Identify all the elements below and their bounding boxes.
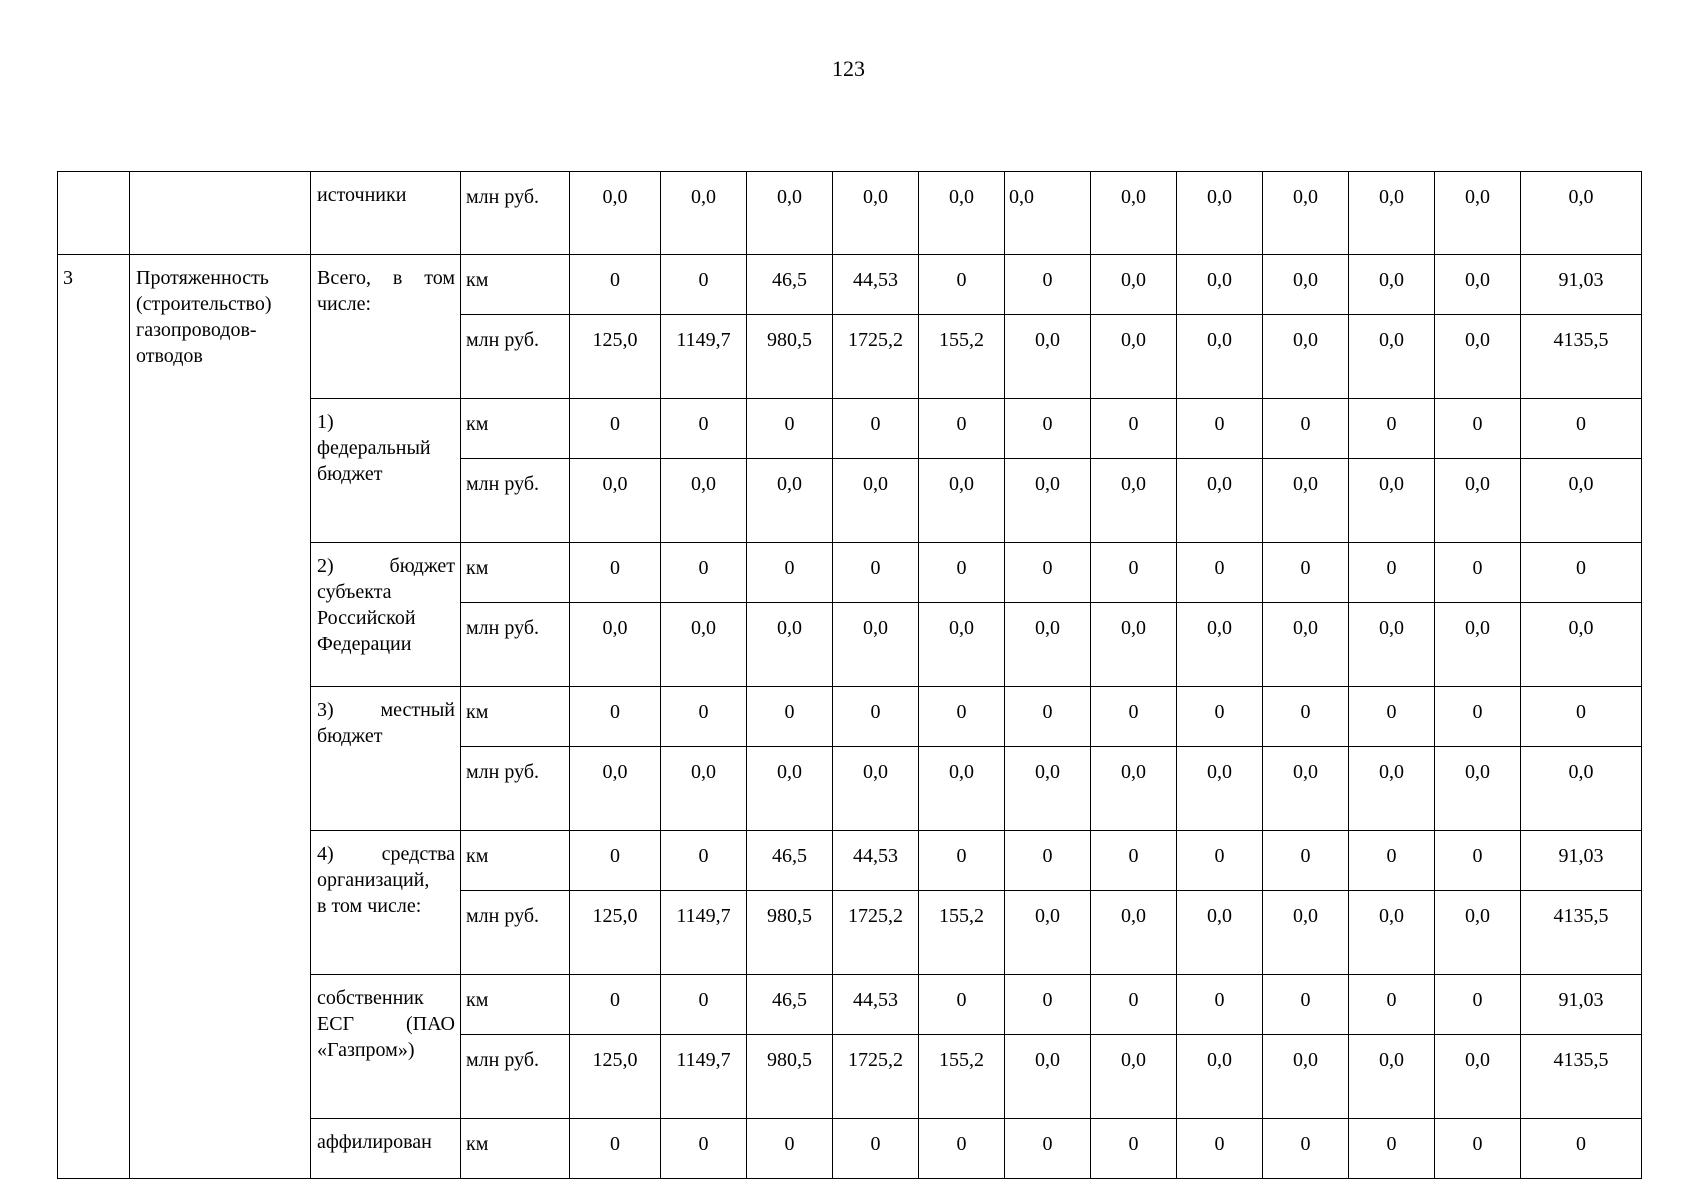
unit-cell: км	[461, 831, 570, 891]
source-label-line	[317, 409, 455, 435]
value-cell: 0	[1349, 1119, 1435, 1179]
value-cell: 0,0	[1349, 315, 1435, 399]
value-cell: 4135,5	[1521, 891, 1642, 975]
unit-cell: км	[461, 399, 570, 459]
value-cell: 1725,2	[833, 891, 919, 975]
value-cell: 0,0	[1435, 1035, 1521, 1119]
value-cell: 0	[1349, 399, 1435, 459]
source-label-word: источники	[317, 184, 407, 206]
value-cell: 0,0	[1091, 1035, 1177, 1119]
value-cell: 0,0	[1091, 172, 1177, 255]
value-cell: 0,0	[661, 459, 747, 543]
value-cell: 0	[1349, 543, 1435, 603]
value-cell: 0	[1435, 543, 1521, 603]
source-label-line	[317, 1129, 455, 1155]
value-cell: 0,0	[1263, 1035, 1349, 1119]
value-cell: 0	[1091, 687, 1177, 747]
value-cell: 0	[1263, 543, 1349, 603]
value-cell: 0	[1521, 687, 1642, 747]
source-label	[311, 172, 461, 255]
value-cell: 0	[919, 1119, 1005, 1179]
unit-cell: км	[461, 975, 570, 1035]
value-cell: 0	[1177, 687, 1263, 747]
source-label-line	[317, 461, 455, 487]
value-cell: 0,0	[1177, 747, 1263, 831]
value-cell: 0,0	[1177, 1035, 1263, 1119]
source-label-line	[317, 723, 455, 749]
source-label-line	[317, 631, 455, 657]
value-cell: 125,0	[570, 315, 661, 399]
value-cell: 0	[661, 687, 747, 747]
value-cell: 0,0	[919, 747, 1005, 831]
index-cell-empty	[58, 172, 130, 255]
source-label	[311, 255, 461, 399]
value-cell: 1149,7	[661, 315, 747, 399]
value-cell: 0,0	[1263, 172, 1349, 255]
value-cell: 0	[570, 975, 661, 1035]
source-label	[311, 1119, 461, 1179]
value-cell: 0	[833, 399, 919, 459]
source-label	[311, 399, 461, 543]
value-cell: 0,0	[1435, 891, 1521, 975]
source-label-word: аффилирован	[317, 1131, 432, 1153]
unit-cell: млн руб.	[461, 891, 570, 975]
value-cell: 0,0	[1263, 459, 1349, 543]
value-cell: 155,2	[919, 315, 1005, 399]
value-cell: 0,0	[1091, 603, 1177, 687]
row-index: 3	[58, 255, 130, 1179]
value-cell: 0	[747, 543, 833, 603]
source-label-line	[317, 1011, 455, 1037]
value-cell: 0,0	[1263, 603, 1349, 687]
value-cell: 0,0	[1263, 747, 1349, 831]
value-cell: 0	[661, 255, 747, 315]
unit-cell: млн руб.	[461, 1035, 570, 1119]
source-label-word: 1)	[317, 411, 334, 433]
value-cell: 0	[833, 543, 919, 603]
value-cell: 0	[1177, 831, 1263, 891]
value-cell: 0,0	[1177, 459, 1263, 543]
value-cell: 0	[1177, 1119, 1263, 1179]
value-cell: 0	[1349, 687, 1435, 747]
value-cell: 980,5	[747, 315, 833, 399]
value-cell: 0,0	[1177, 255, 1263, 315]
value-cell: 0,0	[747, 459, 833, 543]
source-label-line	[317, 265, 455, 291]
value-cell: 0	[661, 975, 747, 1035]
unit-cell: км	[461, 687, 570, 747]
unit-cell: млн руб.	[461, 747, 570, 831]
source-label	[311, 543, 461, 687]
value-cell: 0	[919, 975, 1005, 1035]
value-cell: 0	[1521, 399, 1642, 459]
value-cell: 1725,2	[833, 315, 919, 399]
value-cell: 0	[1435, 975, 1521, 1035]
value-cell: 0,0	[1005, 891, 1091, 975]
value-cell: 0	[1435, 687, 1521, 747]
value-cell: 0,0	[1349, 891, 1435, 975]
value-cell: 0	[1005, 255, 1091, 315]
unit-cell: млн руб.	[461, 172, 570, 255]
value-cell: 0	[570, 543, 661, 603]
value-cell: 0	[1263, 687, 1349, 747]
value-cell: 0,0	[661, 172, 747, 255]
source-label-word: субъекта	[317, 581, 392, 603]
unit-cell: млн руб.	[461, 603, 570, 687]
source-label	[311, 975, 461, 1119]
value-cell: 0,0	[661, 747, 747, 831]
value-cell: 0	[1435, 1119, 1521, 1179]
value-cell: 0,0	[1005, 315, 1091, 399]
value-cell: 0	[1005, 543, 1091, 603]
value-cell: 0	[919, 687, 1005, 747]
value-cell: 0	[1091, 831, 1177, 891]
value-cell: 0,0	[1349, 459, 1435, 543]
source-label-word: федеральный	[317, 437, 431, 459]
value-cell: 0	[1349, 975, 1435, 1035]
value-cell: 0,0	[1177, 603, 1263, 687]
value-cell: 0,0	[919, 603, 1005, 687]
value-cell: 0	[1263, 399, 1349, 459]
source-label-word: собственник	[317, 987, 424, 1009]
value-cell: 0,0	[833, 603, 919, 687]
value-cell: 0,0	[1349, 747, 1435, 831]
indicator-cell-empty	[130, 172, 311, 255]
value-cell: 0,0	[1005, 1035, 1091, 1119]
source-label-word: 3)	[317, 699, 334, 721]
value-cell: 91,03	[1521, 831, 1642, 891]
unit-cell: млн руб.	[461, 459, 570, 543]
value-cell: 0	[1435, 831, 1521, 891]
table-row	[58, 255, 1642, 315]
source-label-line	[317, 841, 455, 867]
value-cell: 0,0	[1091, 891, 1177, 975]
value-cell: 46,5	[747, 255, 833, 315]
value-cell: 0	[1177, 543, 1263, 603]
value-cell: 0	[570, 831, 661, 891]
value-cell: 0,0	[747, 603, 833, 687]
value-cell: 44,53	[833, 255, 919, 315]
value-cell: 0	[661, 543, 747, 603]
value-cell: 0,0	[1435, 315, 1521, 399]
source-label-word: местный	[380, 699, 455, 721]
value-cell: 0,0	[1005, 172, 1091, 255]
value-cell: 0,0	[570, 747, 661, 831]
value-cell: 0	[661, 831, 747, 891]
value-cell: 125,0	[570, 891, 661, 975]
value-cell: 0,0	[747, 747, 833, 831]
value-cell: 4135,5	[1521, 1035, 1642, 1119]
source-label-line	[317, 553, 455, 579]
value-cell: 0	[570, 687, 661, 747]
value-cell: 91,03	[1521, 975, 1642, 1035]
value-cell: 0,0	[1091, 747, 1177, 831]
value-cell: 0,0	[661, 603, 747, 687]
source-label-word: бюджет	[317, 725, 383, 747]
value-cell: 0	[919, 255, 1005, 315]
value-cell: 0,0	[1177, 172, 1263, 255]
value-cell: 0	[1005, 399, 1091, 459]
value-cell: 4135,5	[1521, 315, 1642, 399]
value-cell: 0,0	[1091, 315, 1177, 399]
value-cell: 0,0	[1435, 255, 1521, 315]
value-cell: 0	[833, 1119, 919, 1179]
source-label-word: Российской	[317, 607, 416, 629]
funding-table	[57, 171, 1642, 1179]
value-cell: 0,0	[1521, 459, 1642, 543]
source-label-line	[317, 605, 455, 631]
source-label-word: 2)	[317, 555, 334, 577]
value-cell: 0,0	[1435, 172, 1521, 255]
value-cell: 0,0	[570, 603, 661, 687]
value-cell: 0,0	[1521, 172, 1642, 255]
source-label-word: организаций,	[317, 869, 430, 891]
source-label-line	[317, 1037, 455, 1063]
value-cell: 0,0	[1435, 603, 1521, 687]
value-cell: 0,0	[1349, 603, 1435, 687]
source-label-word: в том числе:	[317, 895, 422, 917]
value-cell: 0,0	[833, 459, 919, 543]
value-cell: 0	[1263, 831, 1349, 891]
source-label-word: 4)	[317, 843, 334, 865]
source-label-word: «Газпром»)	[317, 1039, 415, 1061]
value-cell: 980,5	[747, 891, 833, 975]
value-cell: 44,53	[833, 831, 919, 891]
value-cell: 0	[570, 1119, 661, 1179]
value-cell: 91,03	[1521, 255, 1642, 315]
value-cell: 0	[919, 399, 1005, 459]
value-cell: 0,0	[1091, 255, 1177, 315]
value-cell: 0	[1091, 399, 1177, 459]
indicator-name: Протяженность (строительство) газопроводов-отводов	[130, 255, 311, 1179]
value-cell: 0	[1177, 399, 1263, 459]
source-label-word: ЕСГ	[317, 1013, 355, 1035]
value-cell: 0,0	[1005, 459, 1091, 543]
value-cell: 0,0	[1263, 315, 1349, 399]
value-cell: 0,0	[1263, 891, 1349, 975]
value-cell: 0	[661, 1119, 747, 1179]
source-label-line	[317, 893, 455, 919]
value-cell: 46,5	[747, 975, 833, 1035]
source-label-word: (ПАО	[406, 1013, 455, 1035]
page-number: 123	[832, 56, 865, 81]
source-label	[311, 831, 461, 975]
value-cell: 0	[1091, 1119, 1177, 1179]
value-cell: 0,0	[833, 172, 919, 255]
value-cell: 1725,2	[833, 1035, 919, 1119]
source-label-word: в	[392, 267, 403, 289]
value-cell: 0,0	[1177, 891, 1263, 975]
value-cell: 0	[1005, 975, 1091, 1035]
source-label-word: числе:	[317, 293, 372, 315]
unit-cell: млн руб.	[461, 315, 570, 399]
value-cell: 0,0	[747, 172, 833, 255]
source-label-line	[317, 291, 455, 317]
value-cell: 155,2	[919, 1035, 1005, 1119]
value-cell: 0	[1435, 399, 1521, 459]
table-body	[58, 172, 1642, 1179]
value-cell: 0	[1005, 831, 1091, 891]
table-row	[58, 172, 1642, 255]
value-cell: 44,53	[833, 975, 919, 1035]
value-cell: 0	[1263, 975, 1349, 1035]
unit-cell: км	[461, 1119, 570, 1179]
value-cell: 0	[661, 399, 747, 459]
source-label-word: Федерации	[317, 633, 412, 655]
source-label-line	[317, 579, 455, 605]
value-cell: 0	[1091, 975, 1177, 1035]
source-label-word: Всего,	[317, 267, 372, 289]
source-label-line	[317, 867, 455, 893]
value-cell: 0	[570, 255, 661, 315]
value-cell: 0	[1005, 687, 1091, 747]
value-cell: 0	[1521, 1119, 1642, 1179]
value-cell: 46,5	[747, 831, 833, 891]
value-cell: 980,5	[747, 1035, 833, 1119]
value-cell: 0,0	[1349, 1035, 1435, 1119]
value-cell: 0,0	[1263, 255, 1349, 315]
unit-cell: км	[461, 543, 570, 603]
source-label-line	[317, 985, 455, 1011]
value-cell: 0,0	[1091, 459, 1177, 543]
value-cell: 0	[1177, 975, 1263, 1035]
value-cell: 0	[919, 543, 1005, 603]
source-label-word: том	[424, 267, 455, 289]
value-cell: 0,0	[570, 459, 661, 543]
value-cell: 125,0	[570, 1035, 661, 1119]
value-cell: 0	[570, 399, 661, 459]
value-cell: 155,2	[919, 891, 1005, 975]
value-cell: 0	[1263, 1119, 1349, 1179]
source-label	[311, 687, 461, 831]
value-cell: 0,0	[1521, 603, 1642, 687]
source-label-word: бюджет	[389, 555, 455, 577]
value-cell: 0,0	[1177, 315, 1263, 399]
source-label-line	[317, 435, 455, 461]
value-cell: 0	[1005, 1119, 1091, 1179]
value-cell: 0,0	[1349, 255, 1435, 315]
value-cell: 0,0	[833, 747, 919, 831]
value-cell: 0,0	[1005, 603, 1091, 687]
value-cell: 0,0	[570, 172, 661, 255]
value-cell: 0	[747, 1119, 833, 1179]
value-cell: 0,0	[919, 172, 1005, 255]
value-cell: 0	[1091, 543, 1177, 603]
value-cell: 0	[1349, 831, 1435, 891]
value-cell: 1149,7	[661, 1035, 747, 1119]
source-label-word: бюджет	[317, 463, 383, 485]
value-cell: 0	[1521, 543, 1642, 603]
value-cell: 0,0	[1435, 747, 1521, 831]
value-cell: 0,0	[1349, 172, 1435, 255]
value-cell: 0	[833, 687, 919, 747]
value-cell: 0	[919, 831, 1005, 891]
value-cell: 0	[747, 399, 833, 459]
value-cell: 0,0	[1435, 459, 1521, 543]
unit-cell: км	[461, 255, 570, 315]
value-cell: 0,0	[1521, 747, 1642, 831]
value-cell: 1149,7	[661, 891, 747, 975]
value-cell: 0	[747, 687, 833, 747]
source-label-line	[317, 697, 455, 723]
value-cell: 0,0	[919, 459, 1005, 543]
source-label-line	[317, 182, 455, 208]
source-label-word: средства	[381, 843, 455, 865]
value-cell: 0,0	[1005, 747, 1091, 831]
